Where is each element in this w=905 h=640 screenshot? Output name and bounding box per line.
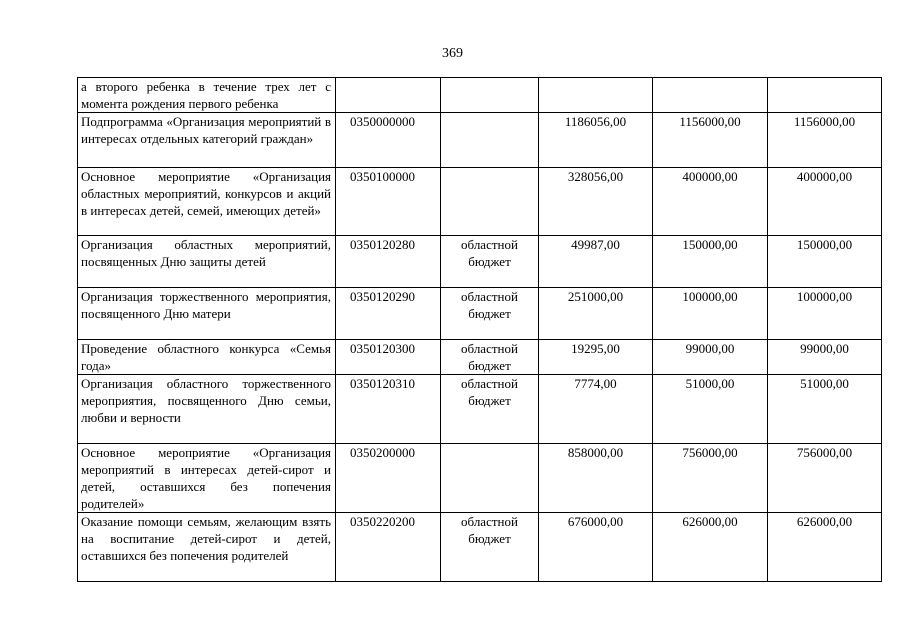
row-value-1-cell: 49987,00 [539,236,653,288]
table-row [78,78,882,113]
row-code-cell: 0350120280 [336,236,441,288]
row-name-cell: Организация торжественного мероприятия, посвященного Дню матери [78,288,336,340]
row-value-3-cell: 756000,00 [768,444,882,513]
table-row [78,375,882,444]
table-row [78,288,882,340]
row-name-cell: Основное мероприятие «Организация областных мероприятий, конкурсов и акций в интересах детей, семей, имеющих детей» [78,168,336,236]
row-code-cell: 0350120300 [336,340,441,375]
row-value-1-cell: 19295,00 [539,340,653,375]
row-value-3-cell: 100000,00 [768,288,882,340]
budget-table-body [78,78,882,582]
row-value-3-cell: 1156000,00 [768,113,882,168]
row-value-2-cell: 51000,00 [653,375,768,444]
row-source-cell [441,168,539,236]
row-value-2-cell: 100000,00 [653,288,768,340]
row-code-cell: 0350120310 [336,375,441,444]
row-name-cell: а второго ребенка в течение трех лет с момента рождения первого ребенка [78,78,336,113]
row-code-cell [336,78,441,113]
row-code-cell: 0350200000 [336,444,441,513]
page-number: 369 [442,46,463,61]
row-code-cell: 0350100000 [336,168,441,236]
row-name-cell: Проведение областного конкурса «Семья года» [78,340,336,375]
row-value-3-cell: 626000,00 [768,513,882,582]
row-name-cell: Подпрограмма «Организация мероприятий в интересах отдельных категорий граждан» [78,113,336,168]
row-value-1-cell: 7774,00 [539,375,653,444]
row-name-cell: Организация областного торжественного мероприятия, посвященного Дню семьи, любви и верности [78,375,336,444]
row-code-cell: 0350220200 [336,513,441,582]
row-source-cell: областной бюджет [441,236,539,288]
row-source-cell [441,444,539,513]
row-value-3-cell: 150000,00 [768,236,882,288]
table-row [78,236,882,288]
table-row [78,168,882,236]
row-code-cell: 0350120290 [336,288,441,340]
table-row [78,340,882,375]
row-code-cell: 0350000000 [336,113,441,168]
row-name-cell: Оказание помощи семьям, желающим взять на воспитание детей-сирот и детей, оставшихся без попечения родителей [78,513,336,582]
row-value-2-cell: 756000,00 [653,444,768,513]
row-value-3-cell: 400000,00 [768,168,882,236]
row-value-2-cell: 626000,00 [653,513,768,582]
row-value-2-cell: 400000,00 [653,168,768,236]
row-value-1-cell: 1186056,00 [539,113,653,168]
row-source-cell: областной бюджет [441,340,539,375]
row-value-2-cell: 1156000,00 [653,113,768,168]
row-value-2-cell: 150000,00 [653,236,768,288]
row-value-1-cell: 858000,00 [539,444,653,513]
row-name-cell: Основное мероприятие «Организация мероприятий в интересах детей-сирот и детей, оставшихся без попечения родителей» [78,444,336,513]
row-source-cell [441,113,539,168]
row-value-1-cell: 251000,00 [539,288,653,340]
budget-table [77,77,882,582]
table-row [78,444,882,513]
row-value-1-cell [539,78,653,113]
row-source-cell: областной бюджет [441,513,539,582]
row-source-cell: областной бюджет [441,375,539,444]
row-value-2-cell: 99000,00 [653,340,768,375]
row-value-1-cell: 328056,00 [539,168,653,236]
table-row [78,513,882,582]
row-name-cell: Организация областных мероприятий, посвященных Дню защиты детей [78,236,336,288]
row-value-3-cell [768,78,882,113]
row-source-cell [441,78,539,113]
row-value-1-cell: 676000,00 [539,513,653,582]
row-source-cell: областной бюджет [441,288,539,340]
row-value-3-cell: 99000,00 [768,340,882,375]
row-value-3-cell: 51000,00 [768,375,882,444]
table-row [78,113,882,168]
row-value-2-cell [653,78,768,113]
